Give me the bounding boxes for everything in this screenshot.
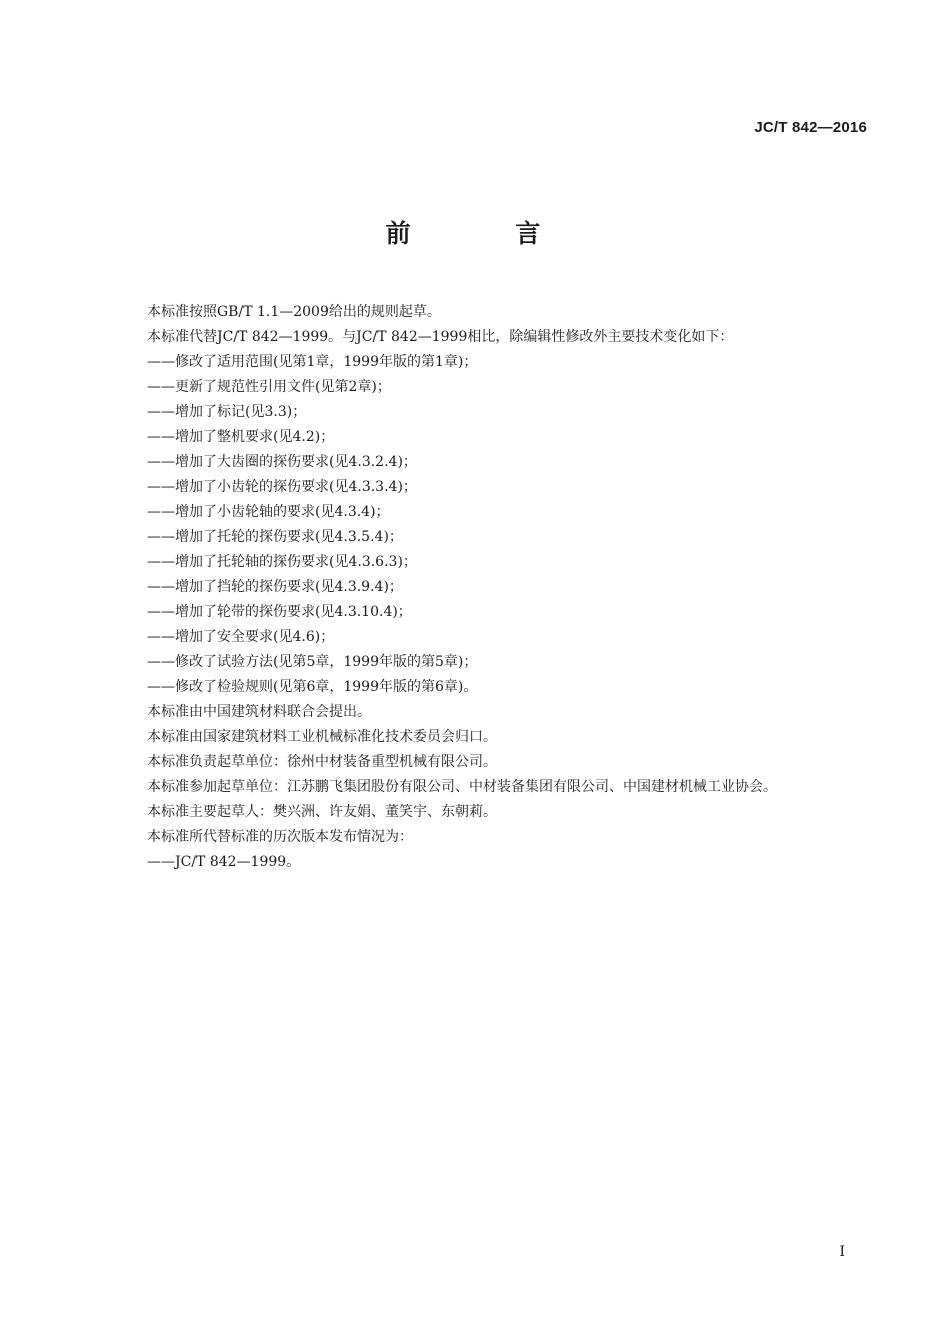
- standard-code: JC/T 842—2016: [754, 119, 867, 136]
- paragraph: 本标准负责起草单位：徐州中材装备重型机械有限公司。: [147, 754, 497, 770]
- change-item: ——增加了安全要求(见4.6)；: [147, 629, 335, 645]
- change-item: ——增加了整机要求(见4.2)；: [147, 429, 335, 445]
- change-item: ——增加了轮带的探伤要求(见4.3.10.4)；: [147, 604, 412, 620]
- foreword-body: [117, 300, 867, 875]
- page-title: 前 言: [385, 219, 589, 248]
- paragraph: 本标准参加起草单位：江苏鹏飞集团股份有限公司、中材装备集团有限公司、中国建材机械工业协会。: [147, 779, 777, 795]
- paragraph: 本标准按照GB/T 1.1—2009给出的规则起草。: [147, 304, 441, 320]
- paragraph: 本标准由中国建筑材料联合会提出。: [147, 704, 371, 720]
- page-number: I: [839, 1244, 845, 1260]
- change-item: ——增加了托轮轴的探伤要求(见4.3.6.3)；: [147, 554, 417, 570]
- change-item: ——增加了小齿轮的探伤要求(见4.3.3.4)；: [147, 479, 417, 495]
- paragraph: 本标准所代替标准的历次版本发布情况为：: [147, 829, 413, 845]
- change-item: ——修改了适用范围(见第1章，1999年版的第1章)；: [147, 354, 478, 370]
- change-item: ——增加了挡轮的探伤要求(见4.3.9.4)；: [147, 579, 403, 595]
- paragraph: 本标准由国家建筑材料工业机械标准化技术委员会归口。: [147, 729, 497, 745]
- paragraph: 本标准主要起草人：樊兴洲、许友娟、董笑宇、东朝莉。: [147, 804, 497, 820]
- change-item: ——更新了规范性引用文件(见第2章)；: [147, 379, 391, 395]
- change-item: ——修改了检验规则(见第6章，1999年版的第6章)。: [147, 679, 478, 695]
- change-item: ——增加了大齿圈的探伤要求(见4.3.2.4)；: [147, 454, 417, 470]
- change-item: ——增加了小齿轮轴的要求(见4.3.4)；: [147, 504, 390, 520]
- change-item: ——增加了标记(见3.3)；: [147, 404, 307, 420]
- change-item: ——增加了托轮的探伤要求(见4.3.5.4)；: [147, 529, 403, 545]
- change-item: ——修改了试验方法(见第5章，1999年版的第5章)；: [147, 654, 478, 670]
- paragraph: ——JC/T 842—1999。: [147, 854, 301, 870]
- paragraph: 本标准代替JC/T 842—1999。与JC/T 842—1999相比，除编辑性修改外主要技术变化如下：: [147, 329, 734, 345]
